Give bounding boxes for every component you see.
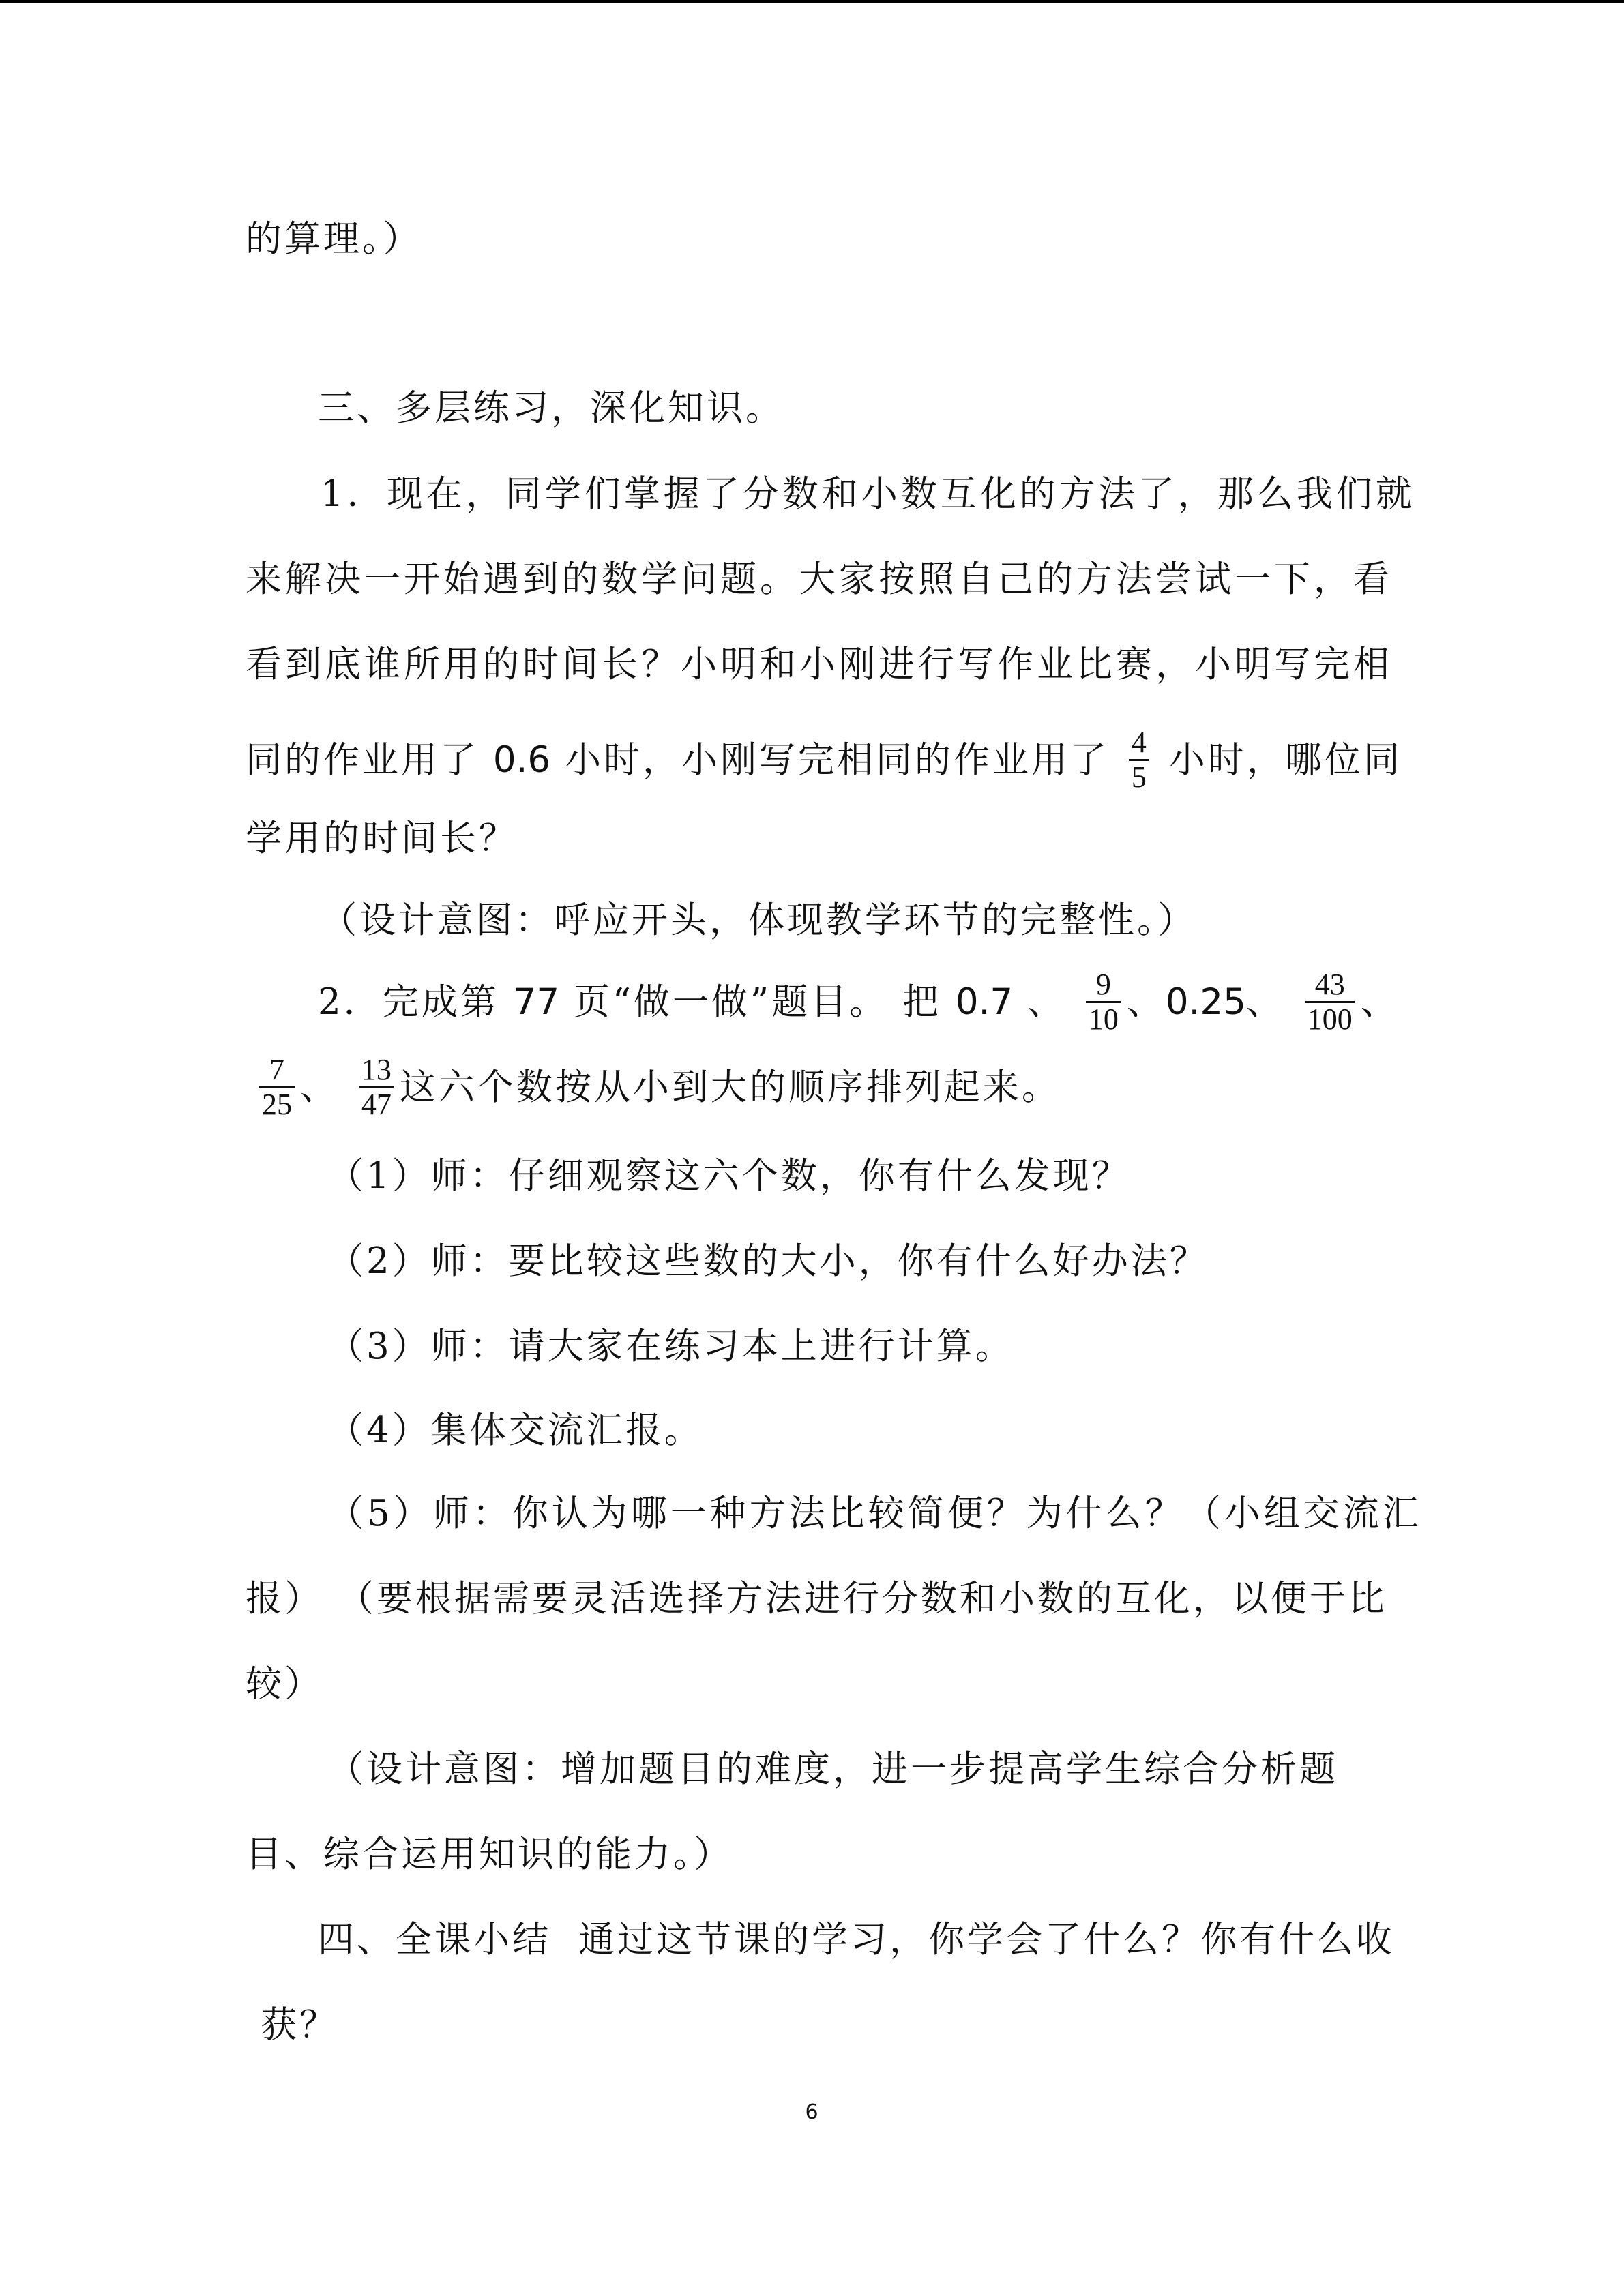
continuation-line: 的算理。） [246, 218, 422, 260]
text-segment: 小时，小刚写完相同的作业用了 [565, 739, 1110, 781]
item-2-step-4: （4）集体交流汇报。 [327, 1410, 703, 1451]
fraction-denominator: 10 [1088, 1002, 1119, 1036]
item-2-line-1 [318, 965, 1400, 1040]
item-2-design-intent-line-1: （设计意图：增加题目的难度，进一步提高学生综合分析题 [327, 1748, 1338, 1790]
page-reference-number: 77 [513, 981, 560, 1023]
item-2-step-5-line-2: 报） （要根据需要灵活选择方法进行分数和小数的互化，以便于比 [246, 1578, 1387, 1620]
section-3-heading: 三、多层练习，深化知识。 [318, 387, 784, 429]
item-1-line-2: 来解决一开始遇到的数学问题。大家按照自己的方法尝试一下，看 [246, 558, 1393, 600]
item-2-step-5-line-1: （5）师：你认为哪一种方法比较简便？为什么？（小组交流汇 [327, 1493, 1422, 1534]
item-2-line-2 [259, 1050, 1061, 1125]
page-number: 6 [805, 2100, 818, 2124]
section-4-line-1 [318, 1916, 1395, 1964]
fraction-denominator: 25 [262, 1088, 292, 1121]
item-2-step-3: （3）师：请大家在练习本上进行计算。 [327, 1326, 1014, 1367]
text-segment: 这六个数按从小到大的顺序排列起来。 [399, 1067, 1061, 1108]
fraction-numerator: 43 [1314, 968, 1345, 1001]
item-2-step-2: （2）师：要比较这些数的大小，你有什么好办法？ [327, 1240, 1209, 1282]
item-1-line-3: 看到底谁所用的时间长？小明和小刚进行写作业比赛，小明写完相 [246, 644, 1393, 685]
fraction-7-25 [259, 1054, 295, 1121]
item-2-step-1: （1）师：仔细观察这六个数，你有什么发现？ [327, 1155, 1131, 1197]
item-1-line-5: 学用的时间长？ [246, 818, 518, 859]
fraction-numerator: 13 [361, 1053, 392, 1086]
item-2-step-5-line-3: 较） [246, 1663, 323, 1705]
fraction-4-5 [1129, 726, 1149, 794]
text-segment: 2．完成第 [318, 981, 499, 1023]
text-segment: 页“做一做”题目。 把 [573, 981, 941, 1023]
text-segment: 小时，哪位同 [1168, 739, 1402, 781]
section-4-line-2: 获？ [261, 2004, 338, 2046]
fraction-denominator: 5 [1131, 760, 1147, 794]
separator: 、 [1360, 981, 1400, 1023]
decimal-value: 0.6 [492, 739, 551, 781]
section-4-question: 通过这节课的学习，你学会了什么？你有什么收 [578, 1919, 1395, 1960]
separator: 、 [300, 1067, 339, 1108]
separator: 、 [1245, 981, 1285, 1023]
fraction-denominator: 100 [1307, 1002, 1353, 1036]
item-1-design-intent: （设计意图：呼应开头，体现教学环节的完整性。） [321, 899, 1197, 941]
number-0-7: 0.7 [955, 981, 1014, 1023]
item-2-design-intent-line-2: 目、综合运用知识的能力。） [246, 1834, 733, 1875]
text-segment: 同的作业用了 [246, 739, 479, 781]
separator: 、 [1027, 981, 1066, 1023]
separator: 、 [1126, 981, 1166, 1023]
fraction-numerator: 7 [269, 1053, 284, 1086]
top-border-rule [0, 0, 1624, 3]
item-1-line-1: 1．现在，同学们掌握了分数和小数互化的方法了，那么我们就 [321, 473, 1415, 515]
fraction-denominator: 47 [361, 1088, 392, 1121]
fraction-9-10 [1086, 968, 1121, 1036]
section-4-heading: 四、全课小结 [318, 1919, 551, 1960]
fraction-numerator: 9 [1095, 968, 1111, 1001]
fraction-numerator: 4 [1131, 726, 1147, 759]
item-1-line-4 [246, 723, 1402, 798]
fraction-13-47 [359, 1054, 394, 1121]
fraction-43-100 [1305, 968, 1355, 1036]
number-0-25: 0.25 [1165, 981, 1246, 1023]
